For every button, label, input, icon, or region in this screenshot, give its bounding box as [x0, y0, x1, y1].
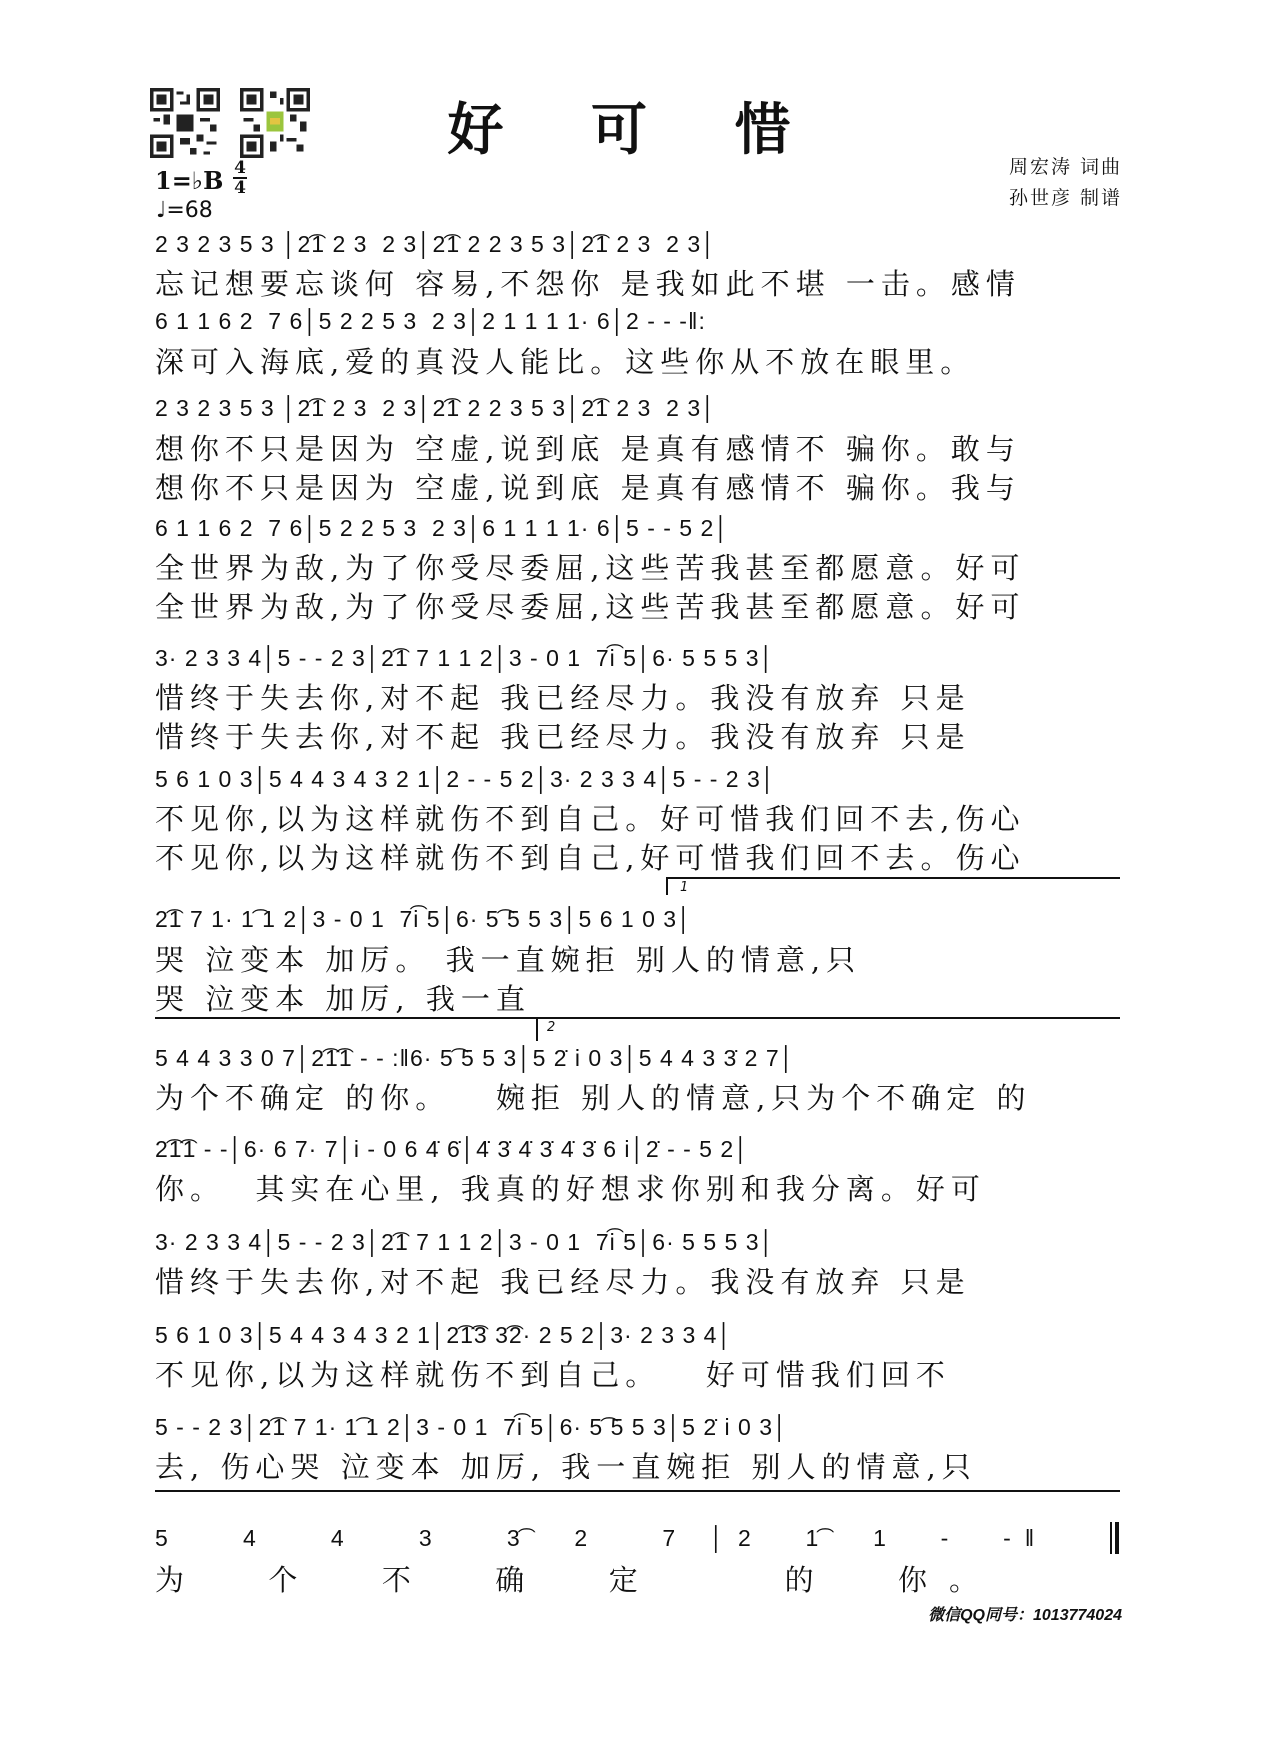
key-signature: 1=♭B — [155, 166, 224, 195]
lyric-line-6-verse-1: 不见你,以为这样就伤不到自己。好可惜我们回不去,伤心 — [155, 802, 1026, 836]
notation-line-10: 3· 2 3 3 4│5 - - 2 3│2͡1 7 1 1 2│3 - 0 1 7i͡ 5│6· 5 5 5 3│ — [155, 1229, 775, 1255]
notation-line-7: 2͡1 7 1· 1͡ 1 2│3 - 0 1 7i͡ 5│6· 5͡ 5 5 3│5 6 1 0 3│ — [155, 906, 693, 932]
contact-info: 微信QQ同号：1013774024 — [928, 1607, 1122, 1624]
lyric-line-3-verse-2: 想你不只是因为 空虚,说到底 是真有感情不 骗你。我与 — [155, 471, 1021, 505]
notation-line-9: 2͡1͡1 - -│6· 6 7· 7│i - 0 6 4̇ 6̇│4̇ 3̇ 4̇ 3̇ 4̇ 3̇ 6 i│2̇ - - 5 2│ — [155, 1136, 750, 1162]
volta-2-bracket-edge — [536, 1017, 538, 1041]
lyric-line-7-verse-2: 哭 泣变本 加厉, 我一直 — [155, 982, 531, 1016]
lyric-line-12-verse-1: 去, 伤心哭 泣变本 加厉, 我一直婉拒 别人的情意,只 — [155, 1450, 977, 1484]
song-title: 好 可 惜 — [447, 97, 825, 163]
notation-line-6: 5 6 1 0 3│5 4 4 3 4 3 2 1│2 - - 5 2│3· 2 3 3 4│5 - - 2 3│ — [155, 766, 777, 792]
system-divider — [155, 1017, 1120, 1019]
volta-1-number: 1 — [680, 880, 689, 895]
lyric-line-4-verse-2: 全世界为敌,为了你受尽委屈,这些苦我甚至都愿意。好可 — [155, 590, 1026, 624]
time-signature-top: 4 — [234, 158, 246, 178]
volta-1-bracket — [666, 877, 1120, 879]
final-barline-thin — [1110, 1522, 1112, 1554]
tempo-marking: ♩=68 — [156, 198, 213, 223]
lyric-line-5-verse-2: 惜终于失去你,对不起 我已经尽力。我没有放弃 只是 — [155, 720, 971, 754]
lyric-line-7-verse-1: 哭 泣变本 加厉。 我一直婉拒 别人的情意,只 — [155, 943, 862, 977]
volta-2-number: 2 — [547, 1020, 556, 1035]
time-signature-bottom: 4 — [234, 178, 246, 198]
notation-line-5: 3· 2 3 3 4│5 - - 2 3│2͡1 7 1 1 2│3 - 0 1 7i͡ 5│6· 5 5 5 3│ — [155, 645, 775, 671]
lyric-line-5-verse-1: 惜终于失去你,对不起 我已经尽力。我没有放弃 只是 — [155, 681, 971, 715]
lyric-line-1-verse-1: 忘记想要忘谈何 容易,不怨你 是我如此不堪 一击。感情 — [155, 267, 1021, 301]
final-barline-thick — [1115, 1522, 1119, 1554]
notation-line-4: 6 1 1 6 2 7 6│5 2 2 5 3 2 3│6 1 1 1 1· 6│5 - - 5 2│ — [155, 515, 730, 541]
volta-1-bracket-edge — [666, 877, 668, 895]
system-divider — [155, 1490, 1120, 1492]
lyric-line-10-verse-1: 惜终于失去你,对不起 我已经尽力。我没有放弃 只是 — [155, 1265, 971, 1299]
lyric-line-6-verse-2: 不见你,以为这样就伤不到自己,好可惜我们回不去。伤心 — [155, 841, 1026, 875]
time-signature — [233, 160, 247, 196]
notation-line-8: 5 4 4 3 3 0 7│2͡1͡1 - - :‖6· 5͡ 5 5 3│5 2̇ i 0 3│5 4 4 3 3̇ 2 7│ — [155, 1045, 796, 1071]
lyric-line-8-verse-1: 为个不确定 的你。 婉拒 别人的情意,只为个不确定 的 — [155, 1081, 1032, 1115]
notation-line-1: 2 3 2 3 5 3 │2͡1 2 3 2 3│2͡1 2 2 3 5 3│2͡1 2 3 2 3│ — [155, 231, 717, 257]
lyric-line-13-verse-1: 为 个 不 确 定 的 你。 — [155, 1563, 1001, 1597]
notation-line-12: 5 - - 2 3│2͡1 7 1· 1͡ 1 2│3 - 0 1 7i͡ 5│6· 5͡ 5 5 3│5 2̇ i 0 3│ — [155, 1414, 789, 1440]
notation-line-13: 5 4 4 3 3͡ 2 7 │2 1͡ 1 - -‖ — [155, 1525, 1049, 1551]
lyric-line-9-verse-1: 你。 其实在心里, 我真的好想求你别和我分离。好可 — [155, 1172, 986, 1206]
lyric-line-4-verse-1: 全世界为敌,为了你受尽委屈,这些苦我甚至都愿意。好可 — [155, 551, 1026, 585]
notation-line-3: 2 3 2 3 5 3 │2͡1 2 3 2 3│2͡1 2 2 3 5 3│2͡1 2 3 2 3│ — [155, 395, 717, 421]
notation-line-2: 6 1 1 6 2 7 6│5 2 2 5 3 2 3│2 1 1 1 1· 6│2 - - -‖: — [155, 308, 706, 334]
composer-credit: 周宏涛 词曲 — [1008, 156, 1122, 178]
lyric-line-3-verse-1: 想你不只是因为 空虚,说到底 是真有感情不 骗你。敢与 — [155, 432, 1021, 466]
notation-line-11: 5 6 1 0 3│5 4 4 3 4 3 2 1│2͡1͡3 3͡2· 2 5 2│3· 2 3 3 4│ — [155, 1322, 733, 1348]
lyric-line-11-verse-1: 不见你,以为这样就伤不到自己。 好可惜我们回不 — [155, 1358, 951, 1392]
lyric-line-2-verse-1: 深可入海底,爱的真没人能比。这些你从不放在眼里。 — [155, 345, 976, 379]
transcriber-credit: 孙世彦 制谱 — [1008, 187, 1122, 209]
